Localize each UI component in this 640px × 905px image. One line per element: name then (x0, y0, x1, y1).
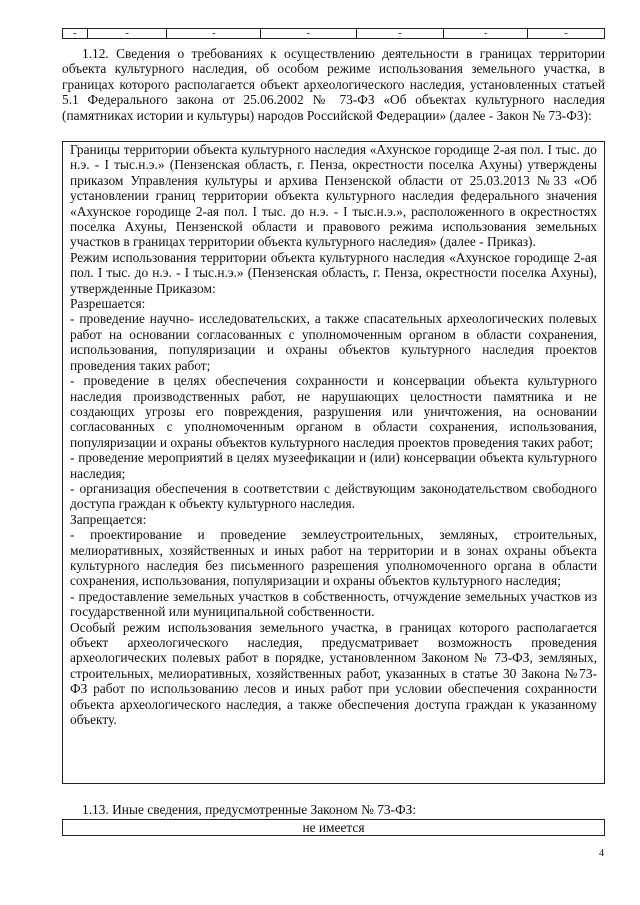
section-1-13 (62, 802, 605, 817)
section-number: 1.13. (82, 802, 109, 817)
permitted-heading: Разрешается: (70, 296, 146, 312)
box-paragraph: - организация обеспечения в соответствии с действующим законодательством свободного доступа граждан к объекту культурного наследия. (70, 480, 597, 512)
prohibited-heading: Запрещается: (70, 511, 147, 527)
box-paragraph: - проектирование и проведение землеустроительных, земляных, строительных, мелиоративных, хозяйственных и иных работ на территории и в зонах охраны объекта культурного наследия без письменного разрешения уполномоченного органа в области сохранения, использования, популяризации и охраны объектов культурного наследия; (70, 527, 597, 589)
box-paragraph: Особый режим использования земельного участка, в границах которого располагается объект археологического наследия, предусматривает возможность проведения археологических полевых работ в порядке, установленном Законом № 73-ФЗ, земляных, строительных, мелиоративных, хозяйственных работ, указанных в статье 30 Закона №73-ФЗ работ по использованию лесов и иных работ при условии обеспечения сохранности объекта археологического наследия, а также обеспечения доступа граждан к указанному объекту. (70, 619, 597, 728)
page-number: 4 (599, 848, 604, 859)
box-paragraph: - проведение в целях обеспечения сохранности и консервации объекта культурного наследия производственных работ, не нарушающих целостности памятника и не создающих угрозы его повреждения, разрушения или уничтожения, на основании согласованных с уполномоченным органом в области сохранения, использования, популяризации и охраны объектов культурного наследия проектов проведения таких работ; (70, 373, 597, 450)
table-cell: - (167, 29, 261, 39)
box-paragraph: Режим использования территории объекта культурного наследия «Ахунское городище 2-ая пол. I тыс. до н.э. - I тыс.н.э.» (Пензенская область, г. Пенза, окрестности поселка Ахуны), утвержденные Приказом: (70, 249, 597, 296)
box-paragraph: - проведение мероприятий в целях музеефикации и (или) консервации объекта культурного наследия; (70, 450, 597, 481)
requirements-box (62, 141, 605, 784)
other-info-table (62, 819, 605, 836)
section-text: Сведения о требованиях к осуществлению деятельности в границах территории объекта культурного наследия, об особом режиме использования земельного участка, в границах которого располагается объект археологического наследия, установленных статьей 5.1 Федерального закона от 25.06.2002 № 73-ФЗ «Об объектах культурного наследия (памятниках истории и культуры) народов Российской Федерации» (далее - Закон № 73-ФЗ): (62, 46, 605, 123)
table-cell: - (261, 29, 357, 39)
box-paragraph: - проведение научно- исследовательских, а также спасательных археологических полевых работ на основании согласованных с уполномоченным органом в области сохранения, использования, популяризации и охраны объектов культурного наследия проектов проведения таких работ; (70, 311, 597, 373)
table-cell: - (356, 29, 444, 39)
section-text: Иные сведения, предусмотренные Законом № 73-ФЗ: (112, 802, 417, 817)
section-1-12 (62, 46, 605, 123)
box-paragraph: Границы территории объекта культурного наследия «Ахунское городище 2-ая пол. I тыс. до н.э. - I тыс.н.э.» (Пензенская область, г. Пенза, окрестности поселка Ахуны) утверждены приказом Управления культуры и архива Пензенской области от 25.03.2013 №33 «Об установлении границ территории объекта культурного наследия федерального значения «Ахунское городище 2-ая пол. I тыс. до н.э. - I тыс.н.э.», расположенного в окрестностях поселка Ахуны, Пензенской области и правового режима использования земельных участков в границах территории объекта культурного наследия» (далее - Приказ). (70, 142, 597, 250)
box-paragraph: - предоставление земельных участков в собственность, отчуждение земельных участков из государственной или муниципальной собственности. (70, 588, 597, 620)
previous-table-tail (62, 28, 605, 39)
table-cell: - (87, 29, 167, 39)
section-number: 1.12. (82, 46, 109, 61)
table-cell: - (528, 29, 605, 39)
table-cell: - (444, 29, 528, 39)
other-info-value: не имеется (63, 820, 605, 836)
table-cell: - (63, 29, 88, 39)
